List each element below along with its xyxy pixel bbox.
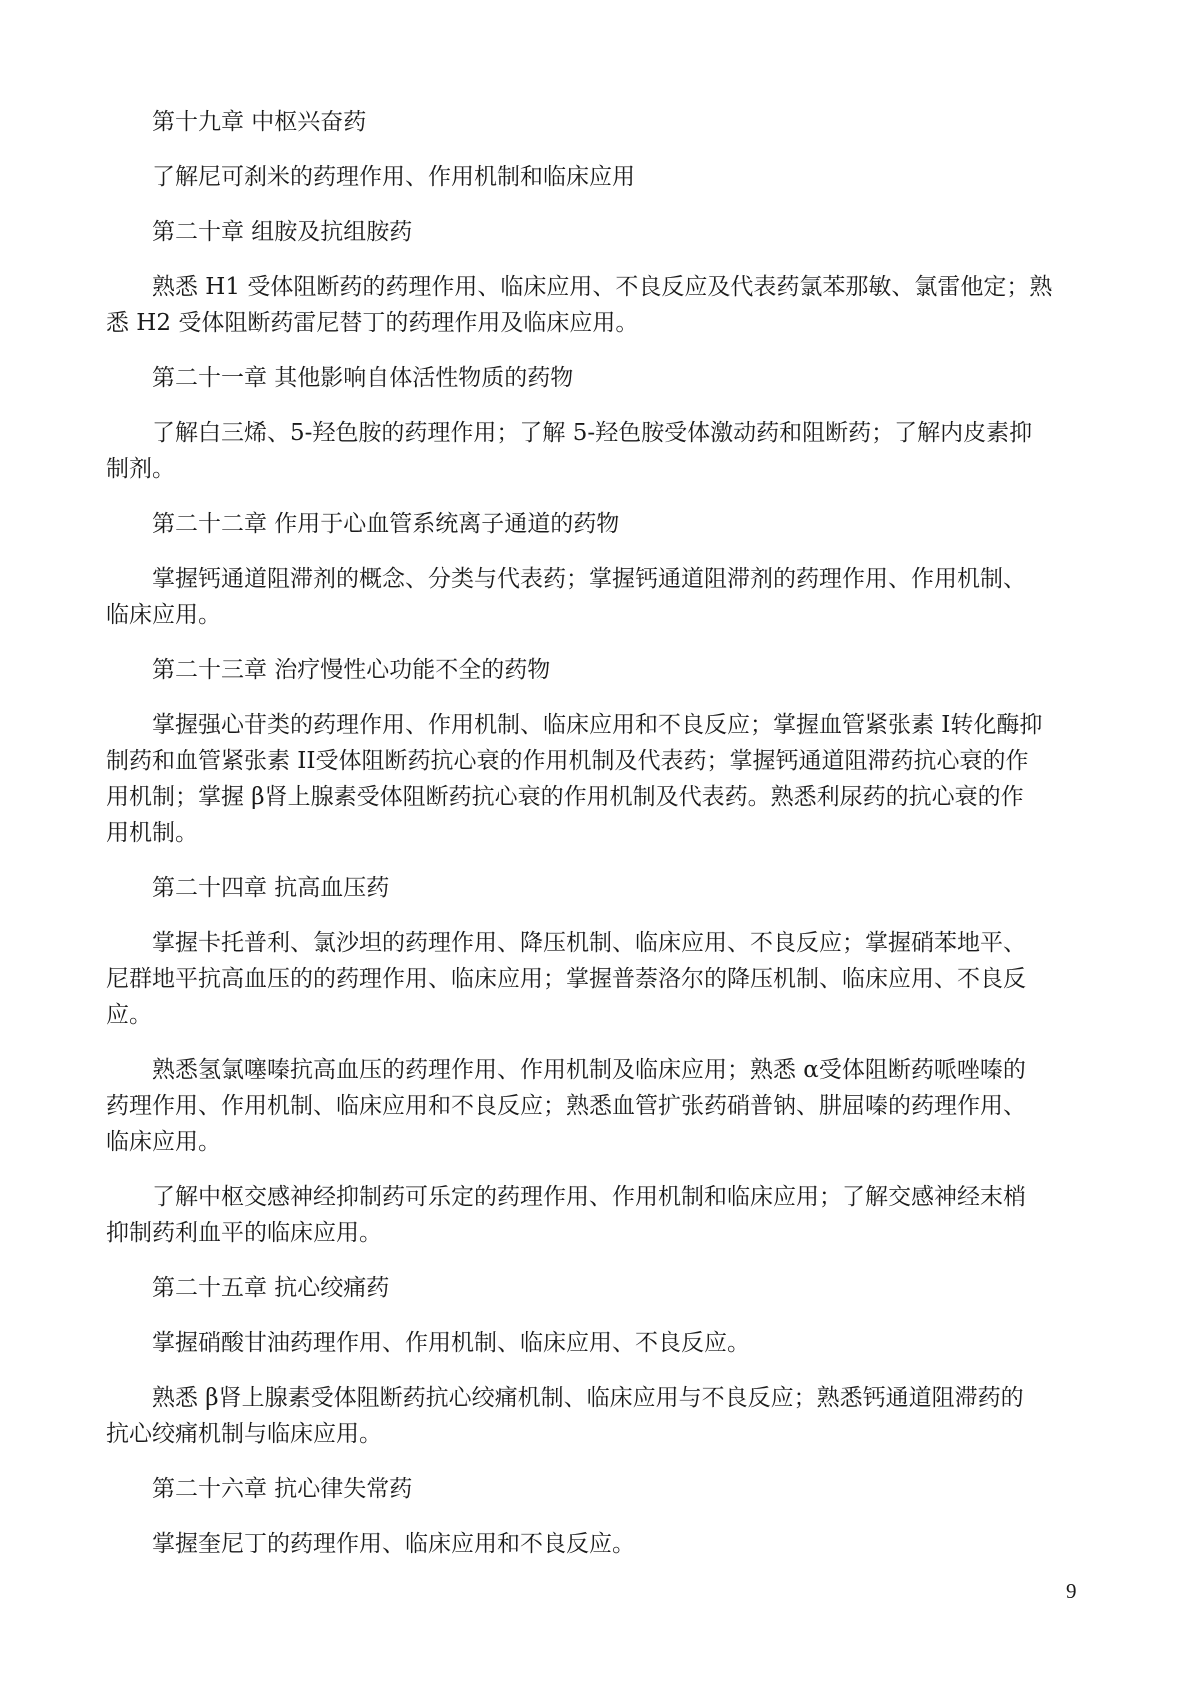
paragraph-line: 熟悉氢氯噻嗪抗高血压的药理作用、作用机制及临床应用；熟悉 α受体阻断药哌唑嗪的 bbox=[152, 1057, 1026, 1083]
paragraph-line: 了解中枢交感神经抑制药可乐定的药理作用、作用机制和临床应用；了解交感神经末梢 bbox=[152, 1184, 1026, 1210]
body-paragraph bbox=[106, 1179, 1082, 1251]
chapter-heading bbox=[152, 1270, 1082, 1306]
chapter-heading bbox=[152, 104, 1082, 140]
page-number: 9 bbox=[1066, 1579, 1077, 1603]
paragraph-line: 抑制药利血平的临床应用。 bbox=[106, 1220, 382, 1246]
heading-text: 第二十五章 抗心绞痛药 bbox=[152, 1275, 390, 1301]
heading-text: 第十九章 中枢兴奋药 bbox=[152, 109, 367, 135]
paragraph-line: 应。 bbox=[106, 1002, 152, 1028]
heading-text: 第二十二章 作用于心血管系统离子通道的药物 bbox=[152, 511, 620, 537]
paragraph-line: 药理作用、作用机制、临床应用和不良反应；熟悉血管扩张药硝普钠、肼屈嗪的药理作用、 bbox=[106, 1093, 1026, 1119]
paragraph-line: 了解白三烯、5-羟色胺的药理作用；了解 5-羟色胺受体激动药和阻断药；了解内皮素抑 bbox=[152, 420, 1033, 446]
body-paragraph bbox=[106, 1052, 1082, 1160]
paragraph-line: 制剂。 bbox=[106, 456, 175, 482]
heading-text: 第二十六章 抗心律失常药 bbox=[152, 1476, 413, 1502]
body-paragraph bbox=[152, 1325, 1082, 1361]
body-paragraph bbox=[106, 561, 1082, 633]
paragraph-line: 抗心绞痛机制与临床应用。 bbox=[106, 1421, 382, 1447]
chapter-heading bbox=[152, 652, 1082, 688]
paragraph-line: 悉 H2 受体阻断药雷尼替丁的药理作用及临床应用。 bbox=[106, 310, 639, 336]
body-paragraph bbox=[106, 925, 1082, 1033]
heading-text: 第二十三章 治疗慢性心功能不全的药物 bbox=[152, 657, 551, 683]
paragraph-line: 了解尼可刹米的药理作用、作用机制和临床应用 bbox=[152, 164, 635, 190]
paragraph-line: 掌握强心苷类的药理作用、作用机制、临床应用和不良反应；掌握血管紧张素 I转化酶抑 bbox=[152, 712, 1043, 738]
chapter-heading bbox=[152, 506, 1082, 542]
paragraph-line: 掌握卡托普利、氯沙坦的药理作用、降压机制、临床应用、不良反应；掌握硝苯地平、 bbox=[152, 930, 1026, 956]
paragraph-line: 熟悉 β肾上腺素受体阻断药抗心绞痛机制、临床应用与不良反应；熟悉钙通道阻滞药的 bbox=[152, 1385, 1024, 1411]
paragraph-line: 熟悉 H1 受体阻断药的药理作用、临床应用、不良反应及代表药氯苯那敏、氯雷他定；熟 bbox=[152, 274, 1053, 300]
paragraph-line: 尼群地平抗高血压的的药理作用、临床应用；掌握普萘洛尔的降压机制、临床应用、不良反 bbox=[106, 966, 1026, 992]
heading-text: 第二十四章 抗高血压药 bbox=[152, 875, 390, 901]
heading-text: 第二十一章 其他影响自体活性物质的药物 bbox=[152, 365, 574, 391]
chapter-heading bbox=[152, 360, 1082, 396]
chapter-heading bbox=[152, 214, 1082, 250]
chapter-heading bbox=[152, 870, 1082, 906]
heading-text: 第二十章 组胺及抗组胺药 bbox=[152, 219, 413, 245]
body-paragraph bbox=[106, 415, 1082, 487]
body-paragraph bbox=[106, 1380, 1082, 1452]
paragraph-line: 临床应用。 bbox=[106, 1129, 221, 1155]
chapter-heading bbox=[152, 1471, 1082, 1507]
body-paragraph bbox=[152, 1526, 1082, 1562]
document-body bbox=[106, 104, 1082, 1581]
paragraph-line: 掌握奎尼丁的药理作用、临床应用和不良反应。 bbox=[152, 1531, 635, 1557]
body-paragraph bbox=[152, 159, 1082, 195]
paragraph-line: 掌握钙通道阻滞剂的概念、分类与代表药；掌握钙通道阻滞剂的药理作用、作用机制、 bbox=[152, 566, 1026, 592]
paragraph-line: 掌握硝酸甘油药理作用、作用机制、临床应用、不良反应。 bbox=[152, 1330, 750, 1356]
paragraph-line: 制药和血管紧张素 II受体阻断药抗心衰的作用机制及代表药；掌握钙通道阻滞药抗心衰的作 bbox=[106, 748, 1029, 774]
body-paragraph bbox=[106, 707, 1082, 851]
paragraph-line: 临床应用。 bbox=[106, 602, 221, 628]
body-paragraph bbox=[106, 269, 1082, 341]
paragraph-line: 用机制。 bbox=[106, 820, 198, 846]
paragraph-line: 用机制；掌握 β肾上腺素受体阻断药抗心衰的作用机制及代表药。熟悉利尿药的抗心衰的作 bbox=[106, 784, 1024, 810]
